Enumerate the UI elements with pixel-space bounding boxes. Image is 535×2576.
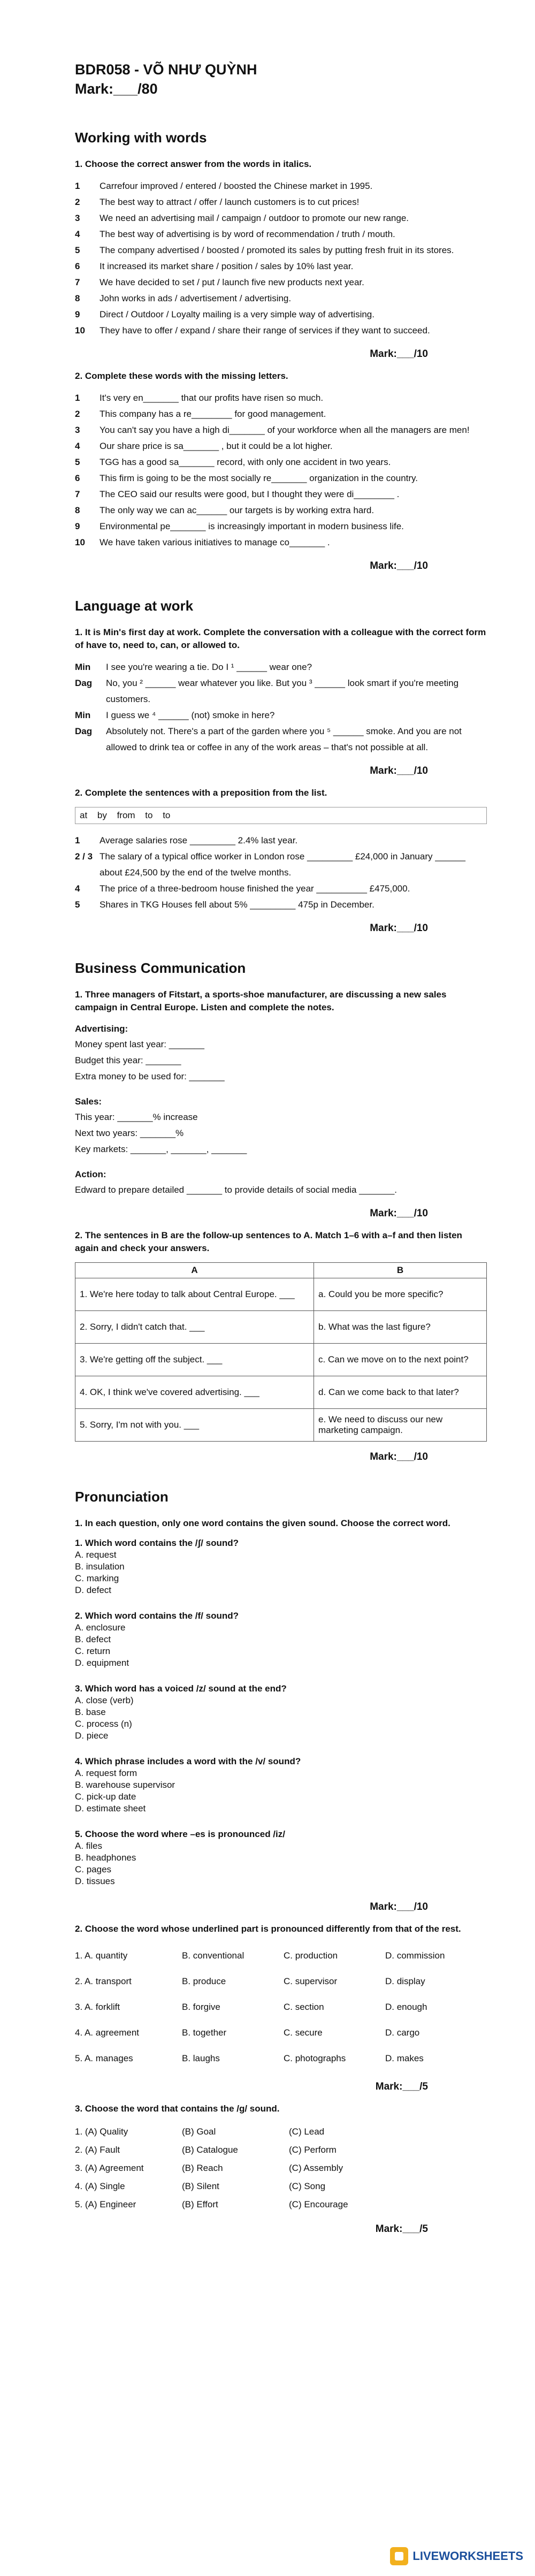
exercise-mark: Mark:___/10 [370, 560, 428, 571]
exercise-item: 10 We have taken various initiatives to manage co_______ . [75, 537, 330, 547]
notes-line: Key markets: _______, _______, _______ [75, 1144, 247, 1154]
exercise-instruction: 1. Three managers of Fitstart, a sports-shoe manufacturer, are discussing a new sales campaign in Central Europe. Listen and complete the notes. [75, 989, 447, 1012]
worksheet-title: BDR058 - VÕ NHƯ QUỲNH [75, 62, 257, 78]
exercise-instruction: 2. Choose the word whose underlined part is pronounced differently from that of the rest. [75, 1924, 461, 1934]
exercise-mark: Mark:___/10 [370, 765, 428, 776]
exercise-list [75, 833, 487, 913]
conversation-line: Dag No, you ² ______ wear whatever you like. But you ³ ______ look smart if you're meeting customers. [75, 678, 459, 704]
notes-subheading: Sales: [75, 1096, 102, 1107]
conversation-line: Dag Absolutely not. There's a part of the garden where you ⁵ ______ smoke. And you are not allowed to drink tea or coffee in any of the work areas – that's not possible at all. [75, 726, 462, 752]
exercise-item: 1 Average salaries rose _________ 2.4% last year. [75, 835, 298, 845]
exercise-item: 10 They have to offer / expand / share their range of services if they want to succeed. [75, 325, 430, 336]
column-header: A [75, 1263, 314, 1278]
section-heading: Pronunciation [75, 1489, 169, 1505]
exercise-mark: Mark:___/10 [370, 1208, 428, 1219]
table-row: 2. Sorry, I didn't catch that. ___ b. What was the last figure? [75, 1311, 487, 1344]
exercise-mark: Mark:___/10 [370, 1451, 428, 1462]
exercise-mark: Mark:___/10 [370, 348, 428, 360]
section-heading: Business Communication [75, 960, 246, 976]
exercise-instruction: 2. Complete these words with the missing letters. [75, 371, 288, 381]
table-row: 1. We're here today to talk about Central Europe. ___ a. Could you be more specific? [75, 1278, 487, 1311]
exercise-item: 7 The CEO said our results were good, but I thought they were di________ . [75, 489, 400, 499]
conversation-line: Min I see you're wearing a tie. Do I ¹ ______ wear one? [75, 662, 312, 672]
exercise-item: 9 Environmental pe_______ is increasingly important in modern business life. [75, 521, 404, 531]
exercise-item: 6 It increased its market share / position / sales by 10% last year. [75, 261, 354, 271]
exercise-instruction: 3. Choose the word that contains the /g/ sound. [75, 2104, 280, 2114]
notes-line: Money spent last year: _______ [75, 1039, 204, 1049]
pronunciation-grid: 1. A. quantity B. conventional C. production D. commission 2. A. transport B. produce C. supervisor D. display 3. A. forklift B. forgive C. section D. enough 4. A. agreement B. together C. secure D. cargo 5. A. manages B. laughs C. photographs D. makes [75, 1950, 445, 2063]
exercise-mark: Mark:___/5 [375, 2223, 428, 2235]
conversation [75, 659, 487, 756]
exercise-list [75, 178, 487, 339]
column-header: B [314, 1263, 487, 1278]
exercise-instruction: 1. Choose the correct answer from the words in italics. [75, 159, 312, 169]
liveworksheets-logo-icon [390, 2547, 408, 2565]
exercise-item: 4 The price of a three-bedroom house finished the year __________ £475,000. [75, 883, 410, 894]
exercise-mark: Mark:___/10 [370, 1901, 428, 1912]
notes-line: Edward to prepare detailed _______ to provide details of social media _______. [75, 1185, 398, 1195]
notes-line: This year: _______% increase [75, 1112, 198, 1122]
exercise-item: 3 We need an advertising mail / campaign / outdoor to promote our new range. [75, 213, 409, 223]
exercise-item: 2 / 3 The salary of a typical office worker in London rose _________ £24,000 in January ______ about £24,500 by the end of the twelve months. [75, 851, 465, 878]
exercise-mark: Mark:___/10 [370, 923, 428, 934]
exercise-item: 5 Shares in TKG Houses fell about 5% _________ 475p in December. [75, 900, 374, 910]
exercise-instruction: 2. The sentences in B are the follow-up sentences to A. Match 1–6 with a–f and then listen again and check your answers. [75, 1230, 462, 1253]
notes-subheading: Advertising: [75, 1024, 128, 1034]
notes-line: Budget this year: _______ [75, 1055, 181, 1065]
exercise-item: 1 It's very en_______ that our profits have risen so much. [75, 393, 324, 403]
exercise-item: 2 The best way to attract / offer / launch customers is to cut prices! [75, 197, 360, 207]
exercise-item: 9 Direct / Outdoor / Loyalty mailing is a very simple way of advertising. [75, 309, 374, 319]
brand-name: LIVEWORKSHEETS [412, 2549, 523, 2563]
section-heading: Working with words [75, 129, 207, 146]
quiz-question: 3. Which word has a voiced /z/ sound at the end? A. close (verb) B. base C. process (n) D. piece [75, 1683, 287, 1741]
quiz-question: 4. Which phrase includes a word with the /v/ sound? A. request form B. warehouse supervisor C. pick-up date D. estimate sheet [75, 1756, 301, 1813]
exercise-item: 7 We have decided to set / put / launch five new products next year. [75, 277, 364, 287]
exercise-item: 8 The only way we can ac______ our targets is by working extra hard. [75, 505, 374, 515]
quiz-question: 5. Choose the word where –es is pronounced /iz/ A. files B. headphones C. pages D. tissues [75, 1829, 285, 1886]
conversation-line: Min I guess we ⁴ ______ (not) smoke in here? [75, 710, 275, 720]
exercise-item: 6 This firm is going to be the most socially re_______ organization in the country. [75, 473, 418, 483]
table-row: 4. OK, I think we've covered advertising. ___ d. Can we come back to that later? [75, 1376, 487, 1409]
quiz-question: 2. Which word contains the /f/ sound? A. enclosure B. defect C. return D. equipment [75, 1611, 239, 1668]
exercise-item: 2 This company has a re________ for good management. [75, 409, 326, 419]
exercise-list [75, 390, 487, 551]
exercise-item: 3 You can't say you have a high di_______ of your workforce when all the managers are men! [75, 425, 470, 435]
exercise-item: 8 John works in ads / advertisement / advertising. [75, 293, 292, 303]
exercise-item: 1 Carrefour improved / entered / boosted the Chinese market in 1995. [75, 181, 373, 191]
exercise-item: 4 Our share price is sa_______ , but it could be a lot higher. [75, 441, 333, 451]
quiz-question: 1. Which word contains the /ʃ/ sound? A. request B. insulation C. marking D. defect [75, 1538, 239, 1595]
total-mark: Mark:___/80 [75, 81, 158, 97]
exercise-instruction: 1. It is Min's first day at work. Complete the conversation with a colleague with the correct form of have to, need to, can, or allowed to. [75, 627, 486, 650]
exercise-instruction: 1. In each question, only one word contains the given sound. Choose the correct word. [75, 1518, 450, 1528]
notes-subheading: Action: [75, 1169, 106, 1179]
exercise-item: 5 The company advertised / boosted / promoted its sales by putting fresh fruit in its stores. [75, 245, 454, 255]
notes-line: Extra money to be used for: _______ [75, 1071, 225, 1081]
section-heading: Language at work [75, 598, 194, 614]
exercise-item: 4 The best way of advertising is by word of recommendation / truth / mouth. [75, 229, 395, 239]
table-row: 5. Sorry, I'm not with you. ___ e. We need to discuss our new marketing campaign. [75, 1409, 487, 1442]
table-row: 3. We're getting off the subject. ___ c. Can we move on to the next point? [75, 1344, 487, 1376]
sound-grid: 1. (A) Quality (B) Goal (C) Lead 2. (A) Fault (B) Catalogue (C) Perform 3. (A) Agreement (B) Reach (C) Assembly 4. (A) Single (B) Silent (C) Song 5. (A) Engineer (B) Effort (C) Encourage [75, 2127, 348, 2209]
matching-table [75, 1262, 487, 1442]
exercise-mark: Mark:___/5 [375, 2081, 428, 2092]
exercise-item: 5 TGG has a good sa_______ record, with only one accident in two years. [75, 457, 391, 467]
exercise-instruction: 2. Complete the sentences with a preposition from the list. [75, 788, 327, 798]
word-bank: at by from to to [75, 807, 487, 824]
notes-line: Next two years: _______% [75, 1128, 184, 1138]
worksheet [75, 60, 487, 2239]
liveworksheets-footer[interactable] [390, 2547, 523, 2565]
